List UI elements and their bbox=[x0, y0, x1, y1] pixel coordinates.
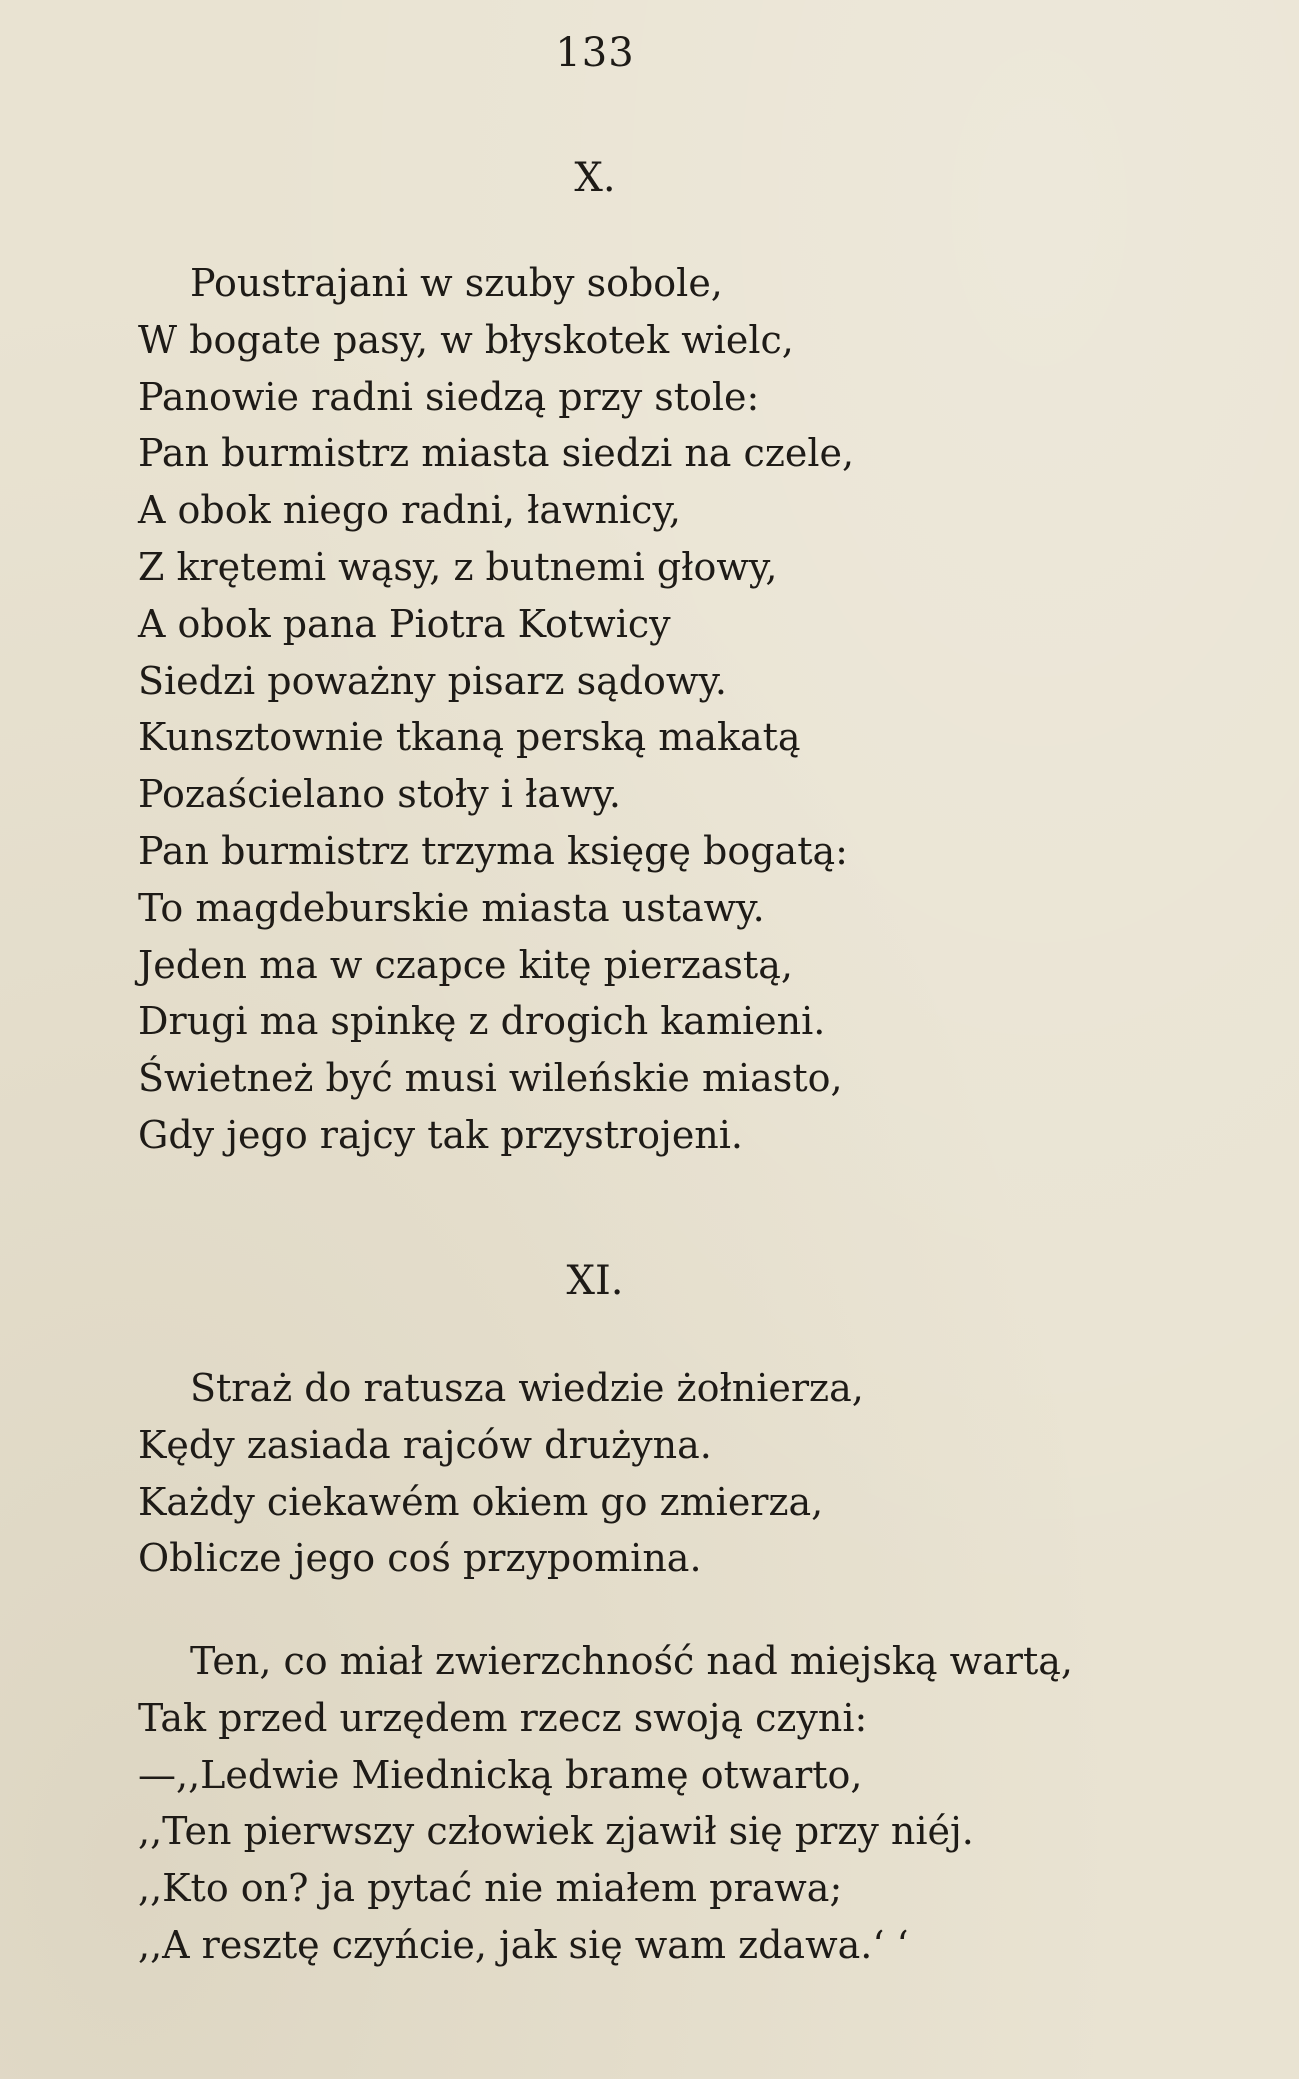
stanza-section-xi-1 bbox=[138, 1360, 864, 1587]
page-number: 133 bbox=[555, 30, 635, 76]
verse-line: ,,Kto on? ja pytać nie miałem prawa; bbox=[138, 1866, 843, 1911]
verse-line: Pan burmistrz miasta siedzi na czele, bbox=[138, 431, 855, 476]
verse-line: Straż do ratusza wiedzie żołnierza, bbox=[190, 1366, 864, 1410]
verse-line: A obok pana Piotra Kotwicy bbox=[138, 601, 671, 646]
verse-line: Siedzi poważny pisarz sądowy. bbox=[138, 658, 727, 703]
verse-line: ,,A resztę czyńcie, jak się wam zdawa.‘ ‘ bbox=[138, 1922, 909, 1967]
verse-line: Tak przed urzędem rzecz swoją czyni: bbox=[138, 1695, 868, 1740]
verse-line: To magdeburskie miasta ustawy. bbox=[138, 885, 765, 930]
verse-line: Kunsztownie tkaną perską makatą bbox=[138, 715, 801, 760]
verse-line: ,,Ten pierwszy człowiek zjawił się przy niéj. bbox=[138, 1809, 974, 1854]
verse-line: Każdy ciekawém okiem go zmierza, bbox=[138, 1479, 824, 1524]
verse-line: Ten, co miał zwierzchność nad miejską wartą, bbox=[190, 1639, 1073, 1683]
verse-line: —,,Ledwie Miednicką bramę otwarto, bbox=[138, 1752, 863, 1797]
verse-line: Drugi ma spinkę z drogich kamieni. bbox=[138, 999, 826, 1044]
verse-line: Panowie radni siedzą przy stole: bbox=[138, 374, 760, 419]
verse-line: W bogate pasy, w błyskotek wielc, bbox=[138, 317, 794, 362]
verse-line: Pan burmistrz trzyma księgę bogatą: bbox=[138, 828, 848, 873]
verse-line: Kędy zasiada rajców drużyna. bbox=[138, 1422, 712, 1467]
section-heading-x: X. bbox=[574, 155, 616, 201]
verse-line: Poustrajani w szuby sobole, bbox=[190, 261, 723, 305]
verse-line: Świetneż być musi wileńskie miasto, bbox=[138, 1056, 843, 1101]
verse-line: Jeden ma w czapce kitę pierzastą, bbox=[138, 942, 793, 987]
stanza-section-x bbox=[138, 255, 854, 1164]
verse-line: Z krętemi wąsy, z butnemi głowy, bbox=[138, 544, 778, 589]
verse-line: Pozaścielano stoły i ławy. bbox=[138, 772, 621, 817]
verse-line: A obok niego radni, ławnicy, bbox=[138, 488, 681, 533]
verse-line: Oblicze jego coś przypomina. bbox=[138, 1536, 702, 1581]
verse-line: Gdy jego rajcy tak przystrojeni. bbox=[138, 1112, 744, 1157]
stanza-section-xi-2 bbox=[138, 1633, 1073, 1974]
section-heading-xi: XI. bbox=[566, 1258, 624, 1304]
